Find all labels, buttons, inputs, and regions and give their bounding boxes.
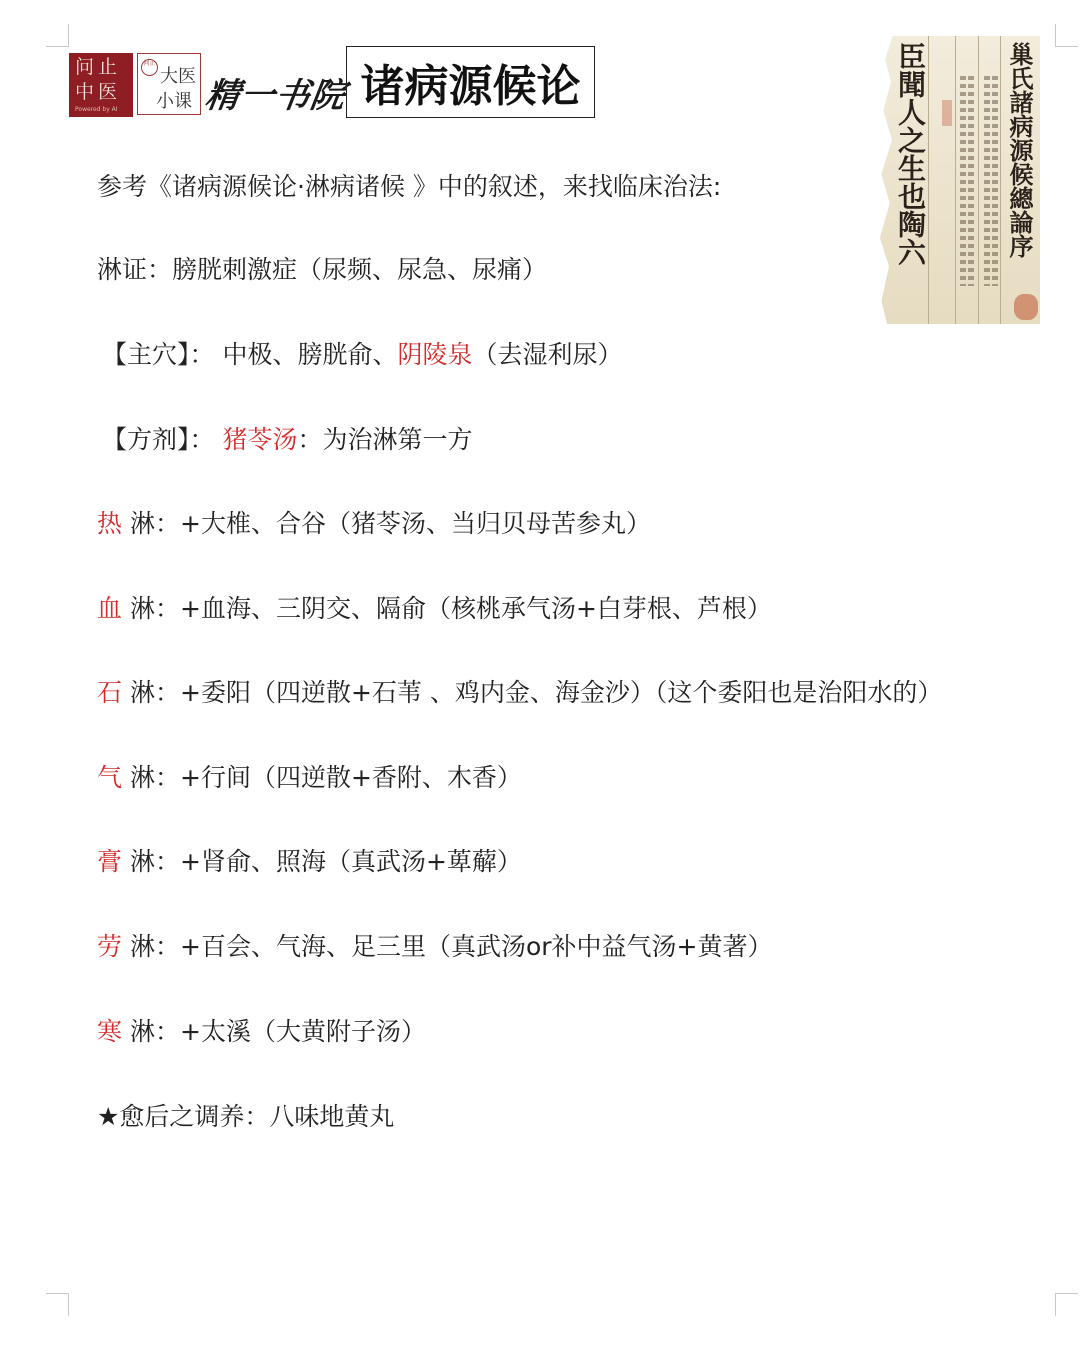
lin-type-line bbox=[97, 763, 522, 793]
main-points-line bbox=[102, 340, 623, 370]
lin-type-text: 淋：+大椎、合谷（猪苓汤、当归贝母苦参丸） bbox=[130, 509, 651, 538]
logo-powered-text: Powered by AI bbox=[75, 106, 118, 113]
red-seal-stamp bbox=[1014, 294, 1038, 320]
book-column-text: 臣聞人之生也陶六 bbox=[894, 42, 927, 266]
logo-text-line1: 问止 bbox=[75, 56, 122, 78]
lin-type-text: 淋：+行间（四逆散+香附、木香） bbox=[130, 763, 522, 792]
lin-type-text: 淋：+太溪（大黄附子汤） bbox=[130, 1017, 426, 1046]
page-title: 诸病源候论 bbox=[346, 46, 595, 118]
dayi-xiaoke-logo bbox=[137, 53, 201, 115]
lin-type-text: 淋：+血海、三阴交、隔俞（核桃承气汤+白芽根、芦根） bbox=[130, 594, 772, 623]
lin-type-key: 石 bbox=[97, 678, 123, 707]
lin-type-text: 淋：+委阳（四逆散+石苇 、鸡内金、海金沙）（这个委阳也是治阳水的） bbox=[130, 678, 943, 707]
lin-type-key: 寒 bbox=[97, 1017, 123, 1046]
main-points-label: 【主穴】： bbox=[102, 340, 215, 369]
formula-text: ：为治淋第一方 bbox=[297, 425, 473, 454]
lin-type-key: 膏 bbox=[97, 847, 123, 876]
corner-mark-bottom-left bbox=[46, 1293, 69, 1316]
formula-label: 【方剂】： bbox=[102, 425, 215, 454]
wenzhi-logo bbox=[69, 53, 133, 117]
logo-text-line2: 中医 bbox=[75, 80, 122, 103]
main-points-highlight: 阴陵泉 bbox=[397, 340, 473, 369]
ancient-book-image bbox=[880, 36, 1040, 324]
lin-type-key: 劳 bbox=[97, 932, 123, 961]
lin-type-text: 淋：+肾俞、照海（真武汤+萆薢） bbox=[130, 847, 522, 876]
lin-type-text: 淋：+百会、气海、足三里（真武汤or补中益气汤+黄著） bbox=[130, 932, 773, 961]
lin-type-line bbox=[97, 932, 773, 962]
lin-type-line bbox=[97, 678, 942, 708]
logo2-text-line1: 大医 bbox=[160, 66, 196, 87]
lin-type-key: 气 bbox=[97, 763, 123, 792]
formula-highlight: 猪苓汤 bbox=[222, 425, 298, 454]
lin-type-key: 热 bbox=[97, 509, 123, 538]
corner-mark-top-right bbox=[1055, 24, 1078, 47]
lin-type-key: 血 bbox=[97, 594, 123, 623]
logo2-text-line2: 小课 bbox=[156, 91, 192, 112]
formula-line bbox=[102, 425, 473, 455]
lin-type-line bbox=[97, 509, 651, 539]
seal-icon: 问止 bbox=[141, 59, 158, 76]
lin-type-line bbox=[97, 847, 522, 877]
lin-type-line bbox=[97, 1017, 426, 1047]
main-points-text: 中极、膀胱俞、 bbox=[222, 340, 398, 369]
book-column-title: 巢氏諸病源候總論序 bbox=[1005, 42, 1034, 258]
corner-mark-bottom-right bbox=[1055, 1293, 1078, 1316]
main-points-note: （去湿利尿） bbox=[472, 340, 623, 369]
aftercare-text: ★愈后之调养：八味地黄丸 bbox=[97, 1102, 395, 1131]
lin-type-line bbox=[97, 594, 772, 624]
definition-text: 淋证：膀胱刺激症（尿频、尿急、尿痛） bbox=[97, 255, 548, 284]
calligraphy-logo: 精一书院 bbox=[202, 76, 349, 116]
intro-text: 参考《诸病源候论·淋病诸候 》中的叙述，来找临床治法: bbox=[97, 172, 722, 201]
corner-mark-top-left bbox=[46, 24, 69, 47]
